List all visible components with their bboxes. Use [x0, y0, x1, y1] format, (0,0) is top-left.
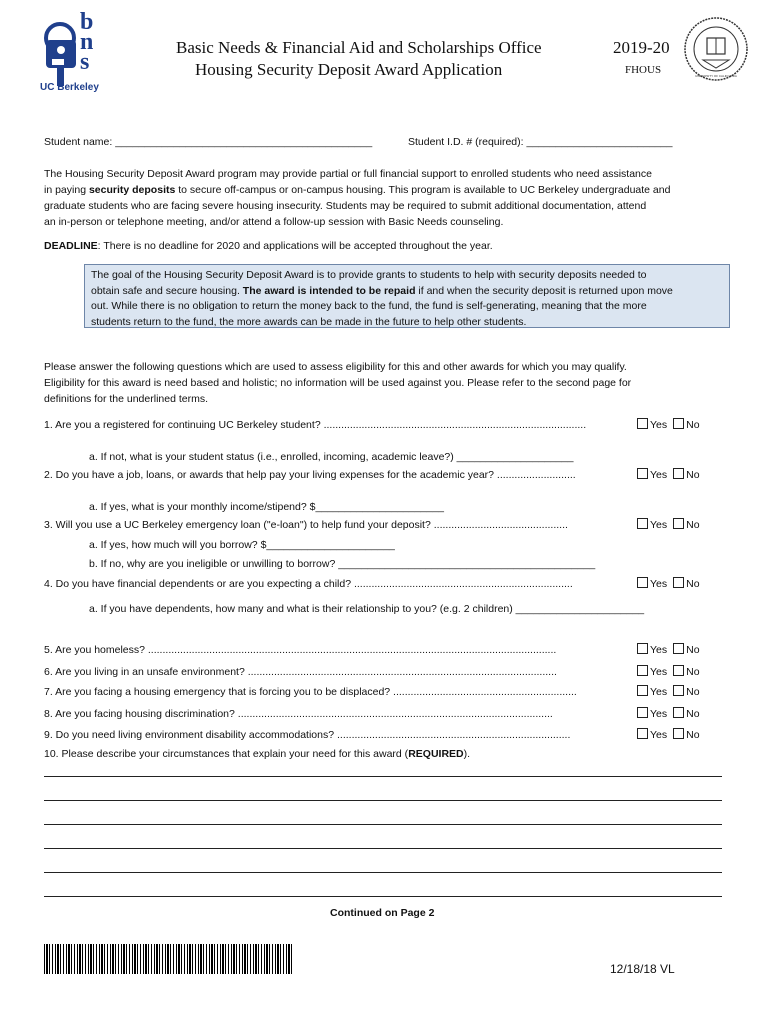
- date-code: 12/18/18 VL: [610, 962, 675, 976]
- question-7: 7. Are you facing a housing emergency that is forcing you to be displaced? ...............................................................: [44, 686, 577, 698]
- question-2: 2. Do you have a job, loans, or awards that help pay your living expenses for the academic year? ...........................: [44, 469, 576, 481]
- intro-paragraph: [44, 166, 734, 230]
- deadline: DEADLINE: There is no deadline for 2020 and applications will be accepted throughout the year.: [44, 240, 493, 252]
- question-4a[interactable]: a. If you have dependents, how many and what is their relationship to you? (e.g. 2 children) ______________________: [89, 603, 645, 615]
- answer-line[interactable]: [44, 824, 722, 825]
- repayment-notice: The goal of the Housing Security Deposit Award is to provide grants to students to help with security deposits needed to obtain safe and secure housing. The award is intended to be repaid if and when the security deposit is returned upon move out. While there is no obligation to return the money back to the fund, the fund is self-generating, meaning that the more students return to the fund, the more awards can be made in the future to help other students.: [84, 264, 730, 328]
- q5-yes-checkbox[interactable]: [637, 643, 648, 654]
- question-5: 5. Are you homeless? ............................................................................................................................................: [44, 644, 557, 656]
- answer-line[interactable]: [44, 872, 722, 873]
- student-id-field[interactable]: Student I.D. # (required): _________________________: [408, 136, 673, 148]
- student-name-field[interactable]: Student name: ____________________________________________: [44, 136, 373, 148]
- intro-line-4: an in-person or telephone meeting, and/or attend a follow-up session with Basic Needs counseling.: [44, 216, 504, 228]
- year: 2019-20: [613, 38, 670, 57]
- q8-no-checkbox[interactable]: [673, 707, 684, 718]
- intro-line-1: The Housing Security Deposit Award program may provide partial or full financial support to enrolled students who need assistance: [44, 168, 652, 180]
- question-8: 8. Are you facing housing discrimination? ............................................................................................................: [44, 708, 553, 720]
- q8-options: Yes No: [634, 707, 700, 721]
- form-code: FHOUS: [625, 64, 662, 76]
- bns-logo: [40, 9, 108, 96]
- intro-line-3: graduate students who are facing severe housing insecurity. Students may be required to submit additional documentation, attend: [44, 200, 647, 212]
- question-2a[interactable]: a. If yes, what is your monthly income/stipend? $______________________: [89, 501, 444, 513]
- question-9: 9. Do you need living environment disability accommodations? ................................................................................: [44, 729, 571, 741]
- form-title: Housing Security Deposit Award Application: [195, 60, 503, 79]
- question-1a[interactable]: a. If not, what is your student status (i.e., enrolled, incoming, academic leave?) ____________________: [89, 451, 574, 463]
- q1-yes-checkbox[interactable]: [637, 418, 648, 429]
- q8-yes-checkbox[interactable]: [637, 707, 648, 718]
- question-1: 1. Are you a registered for continuing UC Berkeley student? ..........................................................................................: [44, 419, 587, 431]
- q2-options: Yes No: [634, 468, 700, 482]
- answer-line[interactable]: [44, 848, 722, 849]
- continued-note: Continued on Page 2: [330, 907, 435, 919]
- q5-no-checkbox[interactable]: [673, 643, 684, 654]
- answer-line[interactable]: [44, 896, 722, 897]
- q6-no-checkbox[interactable]: [673, 665, 684, 676]
- q4-yes-checkbox[interactable]: [637, 577, 648, 588]
- question-10: 10. Please describe your circumstances that explain your need for this award (REQUIRED).: [44, 748, 471, 760]
- q2-yes-checkbox[interactable]: [637, 468, 648, 479]
- instructions: Please answer the following questions which are used to assess eligibility for this and other awards for which you may qualify. Eligibility for this award is need based and holistic; no information will be used against you. Please refer to the second page for definitions for the underlined terms.: [44, 361, 632, 405]
- q3-yes-checkbox[interactable]: [637, 518, 648, 529]
- q1-options: Yes No: [634, 418, 700, 432]
- logo-letters: bns: [80, 9, 94, 75]
- q6-yes-checkbox[interactable]: [637, 665, 648, 676]
- question-6: 6. Are you living in an unsafe environment? ..........................................................................................................: [44, 666, 557, 678]
- university-seal: [683, 16, 749, 82]
- seal-text: UNIVERSITY OF CALIFORNIA: [695, 74, 737, 78]
- question-4: 4. Do you have financial dependents or are you expecting a child? ...........................................................................: [44, 578, 573, 590]
- q4-no-checkbox[interactable]: [673, 577, 684, 588]
- barcode: [44, 944, 294, 974]
- q4-options: Yes No: [634, 577, 700, 591]
- q9-no-checkbox[interactable]: [673, 728, 684, 739]
- question-3: 3. Will you use a UC Berkeley emergency loan ("e-loan") to help fund your deposit? ..............................................: [44, 519, 568, 531]
- q2-no-checkbox[interactable]: [673, 468, 684, 479]
- q7-no-checkbox[interactable]: [673, 685, 684, 696]
- seal-icon: [683, 16, 749, 82]
- q9-yes-checkbox[interactable]: [637, 728, 648, 739]
- question-3b[interactable]: b. If no, why are you ineligible or unwilling to borrow? ____________________________________________: [89, 558, 596, 570]
- q1-no-checkbox[interactable]: [673, 418, 684, 429]
- intro-line-2: in paying security deposits to secure off-campus or on-campus housing. This program is available to UC Berkeley undergraduate and: [44, 184, 671, 196]
- q6-options: Yes No: [634, 665, 700, 679]
- answer-line[interactable]: [44, 800, 722, 801]
- q5-options: Yes No: [634, 643, 700, 657]
- logo-org: UC Berkeley: [40, 82, 99, 93]
- q9-options: Yes No: [634, 728, 700, 742]
- q3-no-checkbox[interactable]: [673, 518, 684, 529]
- q7-options: Yes No: [634, 685, 700, 699]
- q3-options: Yes No: [634, 518, 700, 532]
- office-title: Basic Needs & Financial Aid and Scholarships Office: [176, 38, 542, 57]
- q7-yes-checkbox[interactable]: [637, 685, 648, 696]
- answer-line[interactable]: [44, 776, 722, 777]
- question-3a[interactable]: a. If yes, how much will you borrow? $______________________: [89, 539, 395, 551]
